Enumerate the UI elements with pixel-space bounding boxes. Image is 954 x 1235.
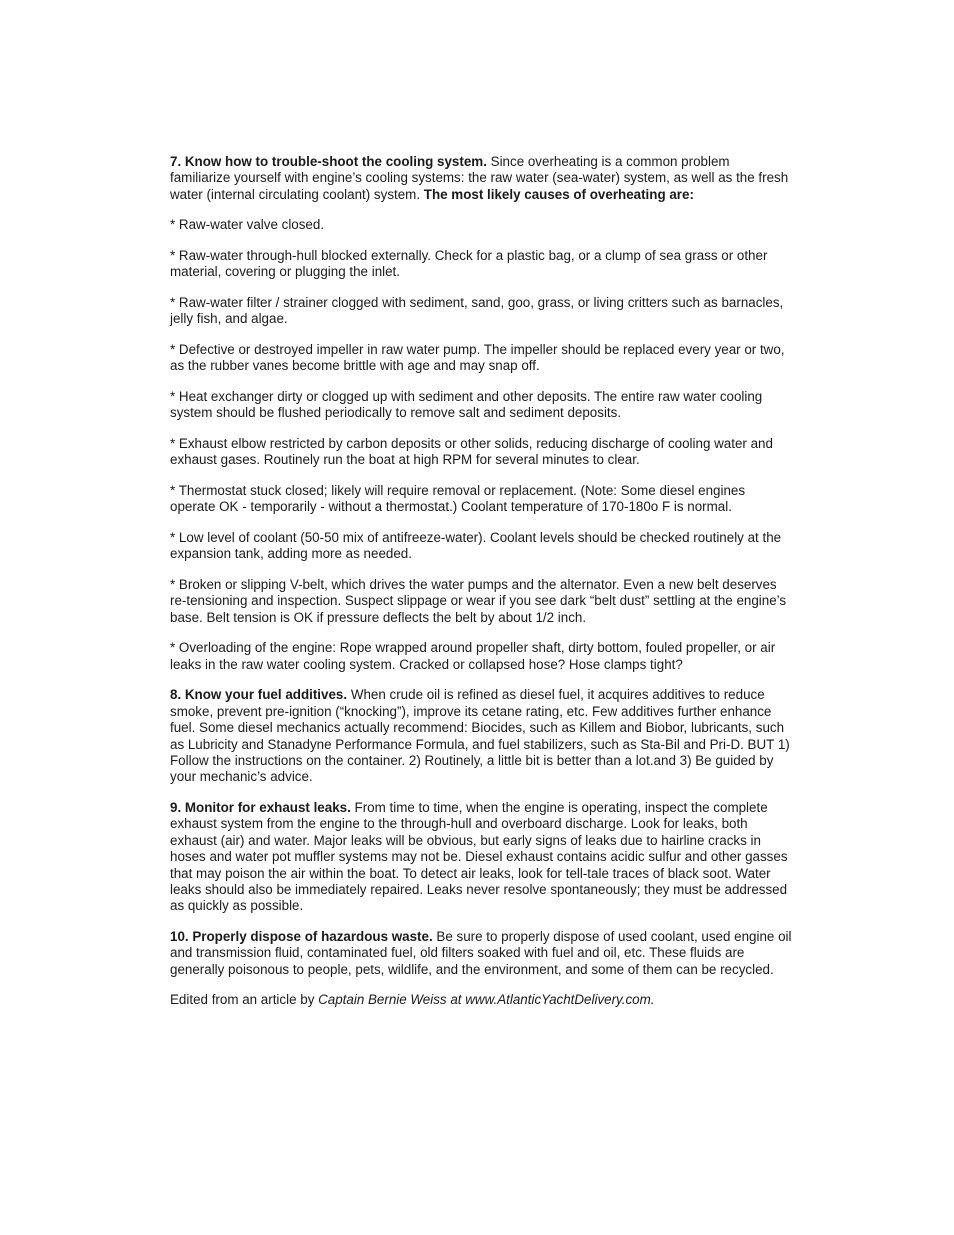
cause-item: * Thermostat stuck closed; likely will require removal or replacement. (Note: Some diesel engines operate OK - temporarily - without a thermostat.) Coolant temperature of 170-180o F is normal. [170, 483, 746, 515]
cause-item: * Raw-water filter / strainer clogged with sediment, sand, goo, grass, or living critters such as barnacles, jelly fish, and algae. [170, 295, 784, 327]
section-9-body: From time to time, when the engine is operating, inspect the complete exhaust system from the engine to the through-hull and overboard discharge. Look for leaks, both exhaust (air) and water. Major leaks will be obvious, but early signs of leaks due to hairline cracks in hoses and water pot muffler systems may not be. Diesel exhaust contains acidic sulfur and other gasses that may poison the air within the boat. To detect air leaks, look for tell-tale traces of black soot. Water leaks should also be immediately repaired. Leaks never resolve spontaneously; they must be addressed as quickly as possible. [170, 800, 788, 914]
section-7-intro [170, 154, 792, 203]
causes-heading: The most likely causes of overheating are: [423, 186, 694, 202]
credit-line [170, 992, 792, 1008]
cause-item: * Raw-water valve closed. [170, 217, 325, 233]
section-7-intro-text: Since overheating is a common problem familiarize yourself with engine’s cooling systems: the raw water (sea-water) system, as well as the fresh water (internal circulating coolant) system. [170, 154, 789, 202]
section-7-heading: 7. Know how to trouble-shoot the cooling system. [170, 154, 487, 169]
cause-item: * Heat exchanger dirty or clogged up with sediment and other deposits. The entire raw water cooling system should be flushed periodically to remove salt and sediment deposits. [170, 389, 763, 421]
document-page [170, 154, 792, 1023]
credit-prefix: Edited from an article by [170, 992, 319, 1008]
section-9 [170, 800, 792, 915]
cause-item: * Defective or destroyed impeller in raw water pump. The impeller should be replaced every year or two, as the rubber vanes become brittle with age and may snap off. [170, 342, 785, 374]
section-9-heading: 9. Monitor for exhaust leaks. [170, 800, 351, 816]
cause-item: * Raw-water through-hull blocked externally. Check for a plastic bag, or a clump of sea grass or other material, covering or plugging the inlet. [170, 248, 768, 280]
credit-author: Captain Bernie Weiss at www.AtlanticYachtDelivery.com. [318, 992, 655, 1008]
cause-item: * Overloading of the engine: Rope wrapped around propeller shaft, dirty bottom, fouled propeller, or air leaks in the raw water cooling system. Cracked or collapsed hose? Hose clamps tight? [170, 640, 776, 672]
section-8-body: When crude oil is refined as diesel fuel, it acquires additives to reduce smoke, prevent pre-ignition (“knocking”), improve its cetane rating, etc. Few additives further enhance fuel. Some diesel mechanics actually recommend: Biocides, such as Killem and Biobor, lubricants, such as Lubricity and Stanadyne Performance Formula, and fuel stabilizers, such as Sta-Bil and Pri-D. BUT 1) Follow the instructions on the container. 2) Routinely, a little bit is better than a lot.and 3) Be guided by your mechanic’s advice. [170, 687, 790, 785]
section-10-body: Be sure to properly dispose of used coolant, used engine oil and transmission fluid, contaminated fuel, old filters soaked with fuel and oil, etc. These fluids are generally poisonous to people, pets, wildlife, and the environment, and some of them can be recycled. [170, 929, 792, 977]
cause-item: * Low level of coolant (50-50 mix of antifreeze-water). Coolant levels should be checked routinely at the expansion tank, adding more as needed. [170, 530, 782, 562]
cause-item: * Broken or slipping V-belt, which drives the water pumps and the alternator. Even a new belt deserves re-tensioning and inspection. Suspect slippage or wear if you see dark “belt dust” settling at the engine’s base. Belt tension is OK if pressure deflects the belt by about 1/2 inch. [170, 577, 787, 625]
section-8-heading: 8. Know your fuel additives. [170, 687, 348, 703]
section-8 [170, 687, 792, 785]
section-10-heading: 10. Properly dispose of hazardous waste. [170, 929, 433, 945]
section-10 [170, 929, 792, 978]
cause-item: * Exhaust elbow restricted by carbon deposits or other solids, reducing discharge of cooling water and exhaust gases. Routinely run the boat at high RPM for several minutes to clear. [170, 436, 773, 468]
